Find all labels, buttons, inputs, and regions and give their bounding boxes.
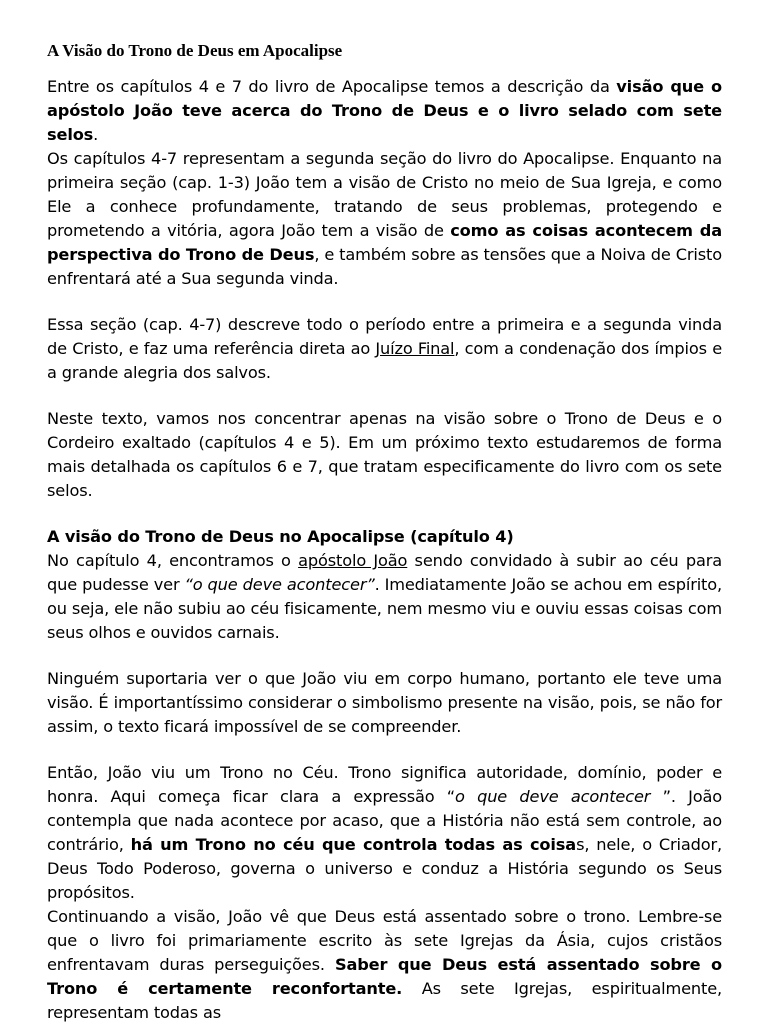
text: sendo convidado à subir ao céu para que pudesse ver bbox=[47, 551, 722, 594]
bold-text: há um Trono no céu que controla todas as coisa bbox=[130, 835, 577, 854]
bold-text: como as coisas acontecem da perspectiva do Trono de Deus bbox=[47, 221, 722, 264]
text: , e também sobre as tensões que a Noiva de Cristo enfrentará até a Sua segunda vinda. bbox=[47, 245, 722, 288]
text: s, nele, o Criador, Deus Todo Poderoso, governa o universo e conduz a História segundo os Seus propósitos. bbox=[47, 835, 722, 902]
paragraph-vision: Ninguém suportaria ver o que João viu em corpo humano, portanto ele teve uma visão. É importantíssimo considerar o simbolismo presente na visão, pois, se não for assim, o texto ficará impossível de se compreender. bbox=[47, 669, 722, 736]
document-title: A Visão do Trono de Deus em Apocalipse bbox=[47, 41, 343, 60]
paragraph-chapter-4 bbox=[47, 549, 722, 645]
text: Continuando a visão, João vê que Deus está assentado sobre o trono. Lembre-se que o livro foi primariamente escrito às sete Igrejas da Ásia, cujos cristãos enfrentavam duras perseguições. bbox=[47, 907, 722, 974]
text: . bbox=[93, 125, 99, 144]
italic-quote: o que deve acontecer bbox=[455, 787, 651, 806]
paragraph-seated bbox=[47, 905, 722, 1025]
link-apostolo-joao[interactable]: apóstolo João bbox=[298, 551, 408, 570]
italic-quote: “o que deve acontecer” bbox=[184, 575, 375, 594]
text: Entre os capítulos 4 e 7 do livro de Apocalipse temos a descrição da bbox=[47, 77, 617, 96]
paragraph-throne bbox=[47, 761, 722, 905]
text: . Imediatamente João se achou em espírito, ou seja, ele não subiu ao céu fisicamente, nem mesmo viu e ouviu essas coisas com seus olhos e ouvidos carnais. bbox=[47, 575, 722, 642]
text: Então, João viu um Trono no Céu. Trono significa autoridade, domínio, poder e honra. Aqui começa ficar clara a expressão “ bbox=[47, 763, 722, 806]
text: Os capítulos 4-7 representam a segunda seção do livro do Apocalipse. Enquanto na primeira seção (cap. 1-3) João tem a visão de Cristo no meio de Sua Igreja, e como Ele a conhece profundamente, tratando de seus problemas, protegendo e prometendo a vitória, agora João tem a visão de bbox=[47, 149, 722, 240]
text: No capítulo 4, encontramos o bbox=[47, 551, 299, 570]
section-heading: A visão do Trono de Deus no Apocalipse (capítulo 4) bbox=[47, 527, 514, 546]
text: ”. João contempla que nada acontece por acaso, que a História não está sem controle, ao contrário, bbox=[47, 787, 722, 854]
bold-text: Saber que Deus está assentado sobre o Trono é certamente reconfortante. bbox=[47, 955, 723, 998]
paragraph-period bbox=[47, 313, 722, 385]
text: , com a condenação dos ímpios e a grande alegria dos salvos. bbox=[47, 339, 723, 382]
paragraph-focus: Neste texto, vamos nos concentrar apenas na visão sobre o Trono de Deus e o Cordeiro exaltado (capítulos 4 e 5). Em um próximo texto estudaremos de forma mais detalhada os capítulos 6 e 7, que tratam especificamente do livro com os sete selos. bbox=[47, 409, 722, 500]
paragraph-sections bbox=[47, 147, 722, 291]
text: As sete Igrejas, espiritualmente, representam todas as bbox=[47, 979, 722, 1022]
bold-text: visão que o apóstolo João teve acerca do Trono de Deus e o livro selado com sete selos bbox=[47, 77, 722, 144]
paragraph-intro bbox=[47, 75, 722, 147]
text: Essa seção (cap. 4-7) descreve todo o período entre a primeira e a segunda vinda de Cristo, e faz uma referência direta ao bbox=[47, 315, 722, 358]
link-juizo-final[interactable]: Juízo Final bbox=[375, 339, 455, 358]
